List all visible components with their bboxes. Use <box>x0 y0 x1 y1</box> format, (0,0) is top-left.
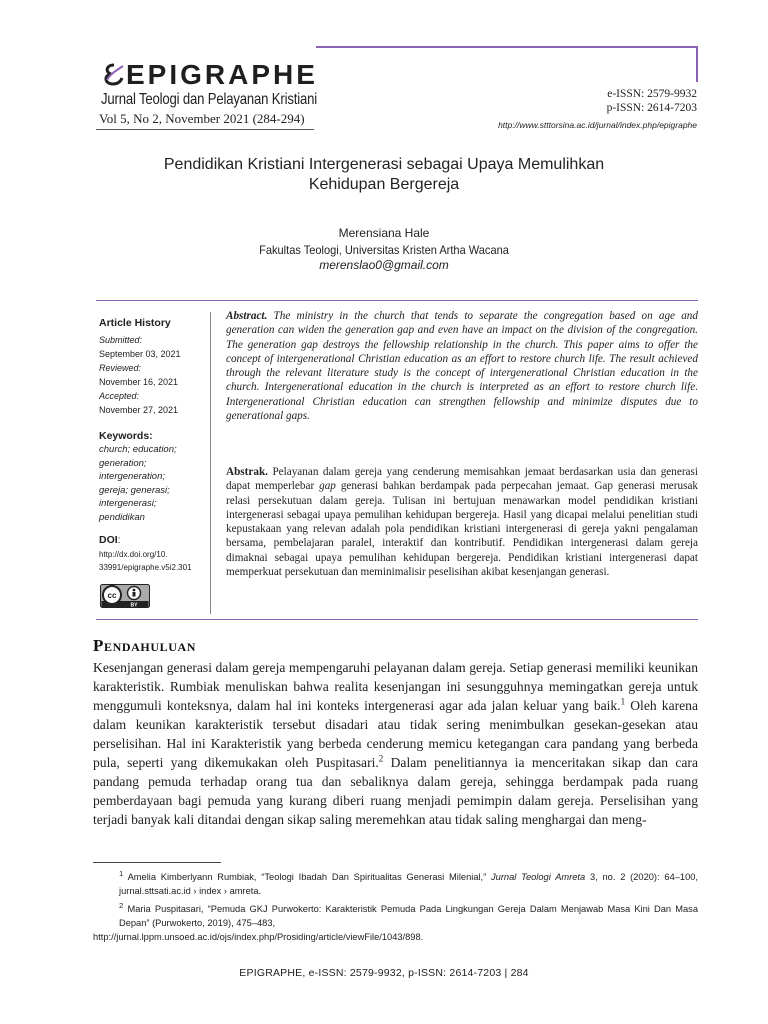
body-text-c: Dalam penelitiannya ia menceritakan sikap dan cara pandang pemuda terhadap orang tua dan sebaliknya dalam gereja, sehingga berdampak pada ruang pemberdayaan bagi pemuda yang kurang diberi ruang menjadi pemimpin dalam gereja. Perselisihan yang terjadi banyak kali ditandai dengan sikap saling meremehkan atau tidak saling menghargai dan meng- <box>93 755 698 827</box>
reviewed-date: November 16, 2021 <box>99 377 179 387</box>
doi-heading <box>99 534 121 546</box>
footnote-2-text: Maria Puspitasari, “Pemuda GKJ Purwokerto: Karakteristik Pemuda Pada Lingkungan Gereja Dalam Menjawab Masa Kini Dan Masa Depan” (Purwokerto, 2019), 475–483, <box>119 903 698 928</box>
body-text-b: Oleh karena dalam keunikan karakteristik tersebut disadari atau tidak sering menimbulkan gesekan-gesekan atau perselisihan. Hal ini Karakteristik yang berbeda cenderung memicu ketegangan cara pandang yang berbeda pula, seperti yang dikemukakan oleh Puspitasari. <box>93 698 698 770</box>
abstract-divider-bottom <box>96 619 698 620</box>
author-name: Merensiana Hale <box>338 226 430 240</box>
footnote-1-text-b: 3, no. 2 (2020): 64–100, jurnal.sttsati.ac.id › index › amreta. <box>119 872 698 897</box>
body-paragraph <box>93 658 698 829</box>
journal-volume-info: Vol 5, No 2, November 2021 (284-294) <box>99 111 305 126</box>
issn-block <box>607 87 697 115</box>
article-title-line1: Pendidikan Kristiani Intergenerasi sebagai Upaya Memulihkan <box>163 156 605 173</box>
footnote-ref-2[interactable]: 2 <box>378 753 384 764</box>
abstract-indonesian <box>226 465 698 579</box>
abstract-divider-top <box>96 300 698 301</box>
footnote-2-url-link[interactable]: http://jurnal.lppm.unsoed.ac.id/ojs/index.php/Prosiding/article/viewFile/1043/898. <box>93 932 424 942</box>
journal-logo-title: EPIGRAPHE <box>126 59 318 90</box>
footnote-1-text-a: Amelia Kimberlyann Rumbiak, “Teologi Ibadah Dan Spiritualitas Generasi Milenial,” <box>123 872 492 883</box>
footnote-rule <box>93 862 221 863</box>
submitted-date: September 03, 2021 <box>99 349 181 359</box>
doi-line2: 33991/epigraphe.v5i2.301 <box>99 563 192 572</box>
by-text: BY <box>130 602 138 608</box>
keyword-line: intergenerasi; <box>99 498 157 509</box>
author-affiliation: Fakultas Teologi, Universitas Kristen Artha Wacana <box>259 243 509 257</box>
page-footer: EPIGRAPHE, e-ISSN: 2579-9932, p-ISSN: 2614-7203 | 284 <box>239 967 529 979</box>
footnote-1-number: 1 <box>119 869 124 878</box>
keyword-line: gereja; generasi; <box>99 484 170 496</box>
journal-logo-icon <box>101 62 125 88</box>
keyword-line: generation; <box>99 457 147 469</box>
footnotes <box>93 867 698 944</box>
logo-underline <box>96 129 314 130</box>
submitted-label: Submitted: <box>99 335 143 345</box>
article-history-heading: Article History <box>99 317 171 329</box>
keywords-list <box>99 443 177 524</box>
abstract-english <box>226 309 698 423</box>
doi-label: DOI <box>99 534 118 546</box>
article-title <box>0 155 768 195</box>
footnote-2 <box>93 899 698 931</box>
cc-text: cc <box>107 591 117 600</box>
keywords-heading: Keywords: <box>99 430 153 442</box>
footnote-1-journal: Jurnal Teologi Amreta <box>491 872 586 883</box>
section-heading: Pendahuluan <box>93 636 196 655</box>
keyword-line: pendidikan <box>99 511 145 523</box>
journal-url-link[interactable]: http://www.stttorsina.ac.id/jurnal/index.php/epigraphe <box>498 120 697 130</box>
abstract-id-text-a: Pelayanan dalam gereja yang cenderung memisahkan jemaat berdasarkan usia dan generasi dapat memperlebar <box>226 466 698 493</box>
body-text-a: Kesenjangan generasi dalam gereja mempengaruhi pelayanan dalam gereja. Setiap generasi memiliki keunikan karakteristik. Rumbiak menuliskan bahwa realita kesenjangan ini sesungguhnya memingatkan gereja untuk menggumuli konteksnya, dalam hal ini konteks intergenerasi agar ada jalan keluar yang baik. <box>93 660 698 713</box>
doi-sep: : <box>117 534 121 546</box>
abstract-id-lead: Abstrak. <box>226 466 268 478</box>
footnote-ref-1[interactable]: 1 <box>620 696 626 707</box>
reviewed-label: Reviewed: <box>99 363 142 373</box>
footnote-1 <box>93 867 698 899</box>
header-accent-line-vertical <box>696 46 698 82</box>
abstract-en-lead: Abstract. <box>226 310 268 322</box>
eissn: e-ISSN: 2579-9932 <box>607 88 697 100</box>
article-title-line2: Kehidupan Bergereja <box>308 176 460 193</box>
author-email-link[interactable]: merenslao0@gmail.com <box>319 258 449 272</box>
pissn: p-ISSN: 2614-7203 <box>606 102 697 114</box>
doi-line1: http://dx.doi.org/10. <box>99 550 168 559</box>
footnote-2-number: 2 <box>119 900 124 910</box>
cc-by-license-icon[interactable] <box>100 584 150 608</box>
abstract-id-gap: gap <box>319 480 336 493</box>
journal-logo-subtitle: Jurnal Teologi dan Pelayanan Kristiani <box>101 91 317 108</box>
abstract-id-text-b: generasi bahkan berdampak pada perpecahan jemaat. Gap generasi merusak relasi persekutuan dalam gereja. Tulisan ini bertujuan menawarkan model pendidikan kristiani intergenerasi sebagai upaya pemulihan kehidupan bergereja. Hasil yang dicapai melalui penelitian studi kepustakaan yang relevan adalah pola pendidikan kristiani intergenerasi di gereja yakni pengalaman bersama, pembelajaran paralel, interaktif dan kontributif. Pendidikan intergenerasi dalam gereja dimaknai sebagai upaya pemulihan kehidupan bergereja. Pendidikan kristiani intergenerasi dapat memperkuat persekutuan dan meminimalisir peselisihan akibat kesenjangan generasi. <box>226 480 698 579</box>
accepted-date: November 27, 2021 <box>99 405 179 415</box>
article-info-sidebar <box>96 312 211 614</box>
keyword-line: intergeneration; <box>99 471 166 482</box>
abstract-en-text: The ministry in the church that tends to separate the congregation based on age and generation can widen the generation gap and even have an impact on the division of the congregation. The generation gap destroys the fellowship relationship in the church. This paper aims to offer the concept of intergenerational Christian education as an effort to restore church life. The result achieved through the relevant literature study is the concept of intergenerational Christian education in the church. Intergenerational education in the church is interpreted as an effort to restore church life. Intergenerational Christian education can strengthen fellowship and minimize disputes due to generational gaps. <box>226 310 698 423</box>
doi-link[interactable] <box>99 548 192 574</box>
keyword-line: church; education; <box>99 444 177 455</box>
header-accent-line <box>316 46 698 48</box>
accepted-label: Accepted: <box>99 391 140 401</box>
